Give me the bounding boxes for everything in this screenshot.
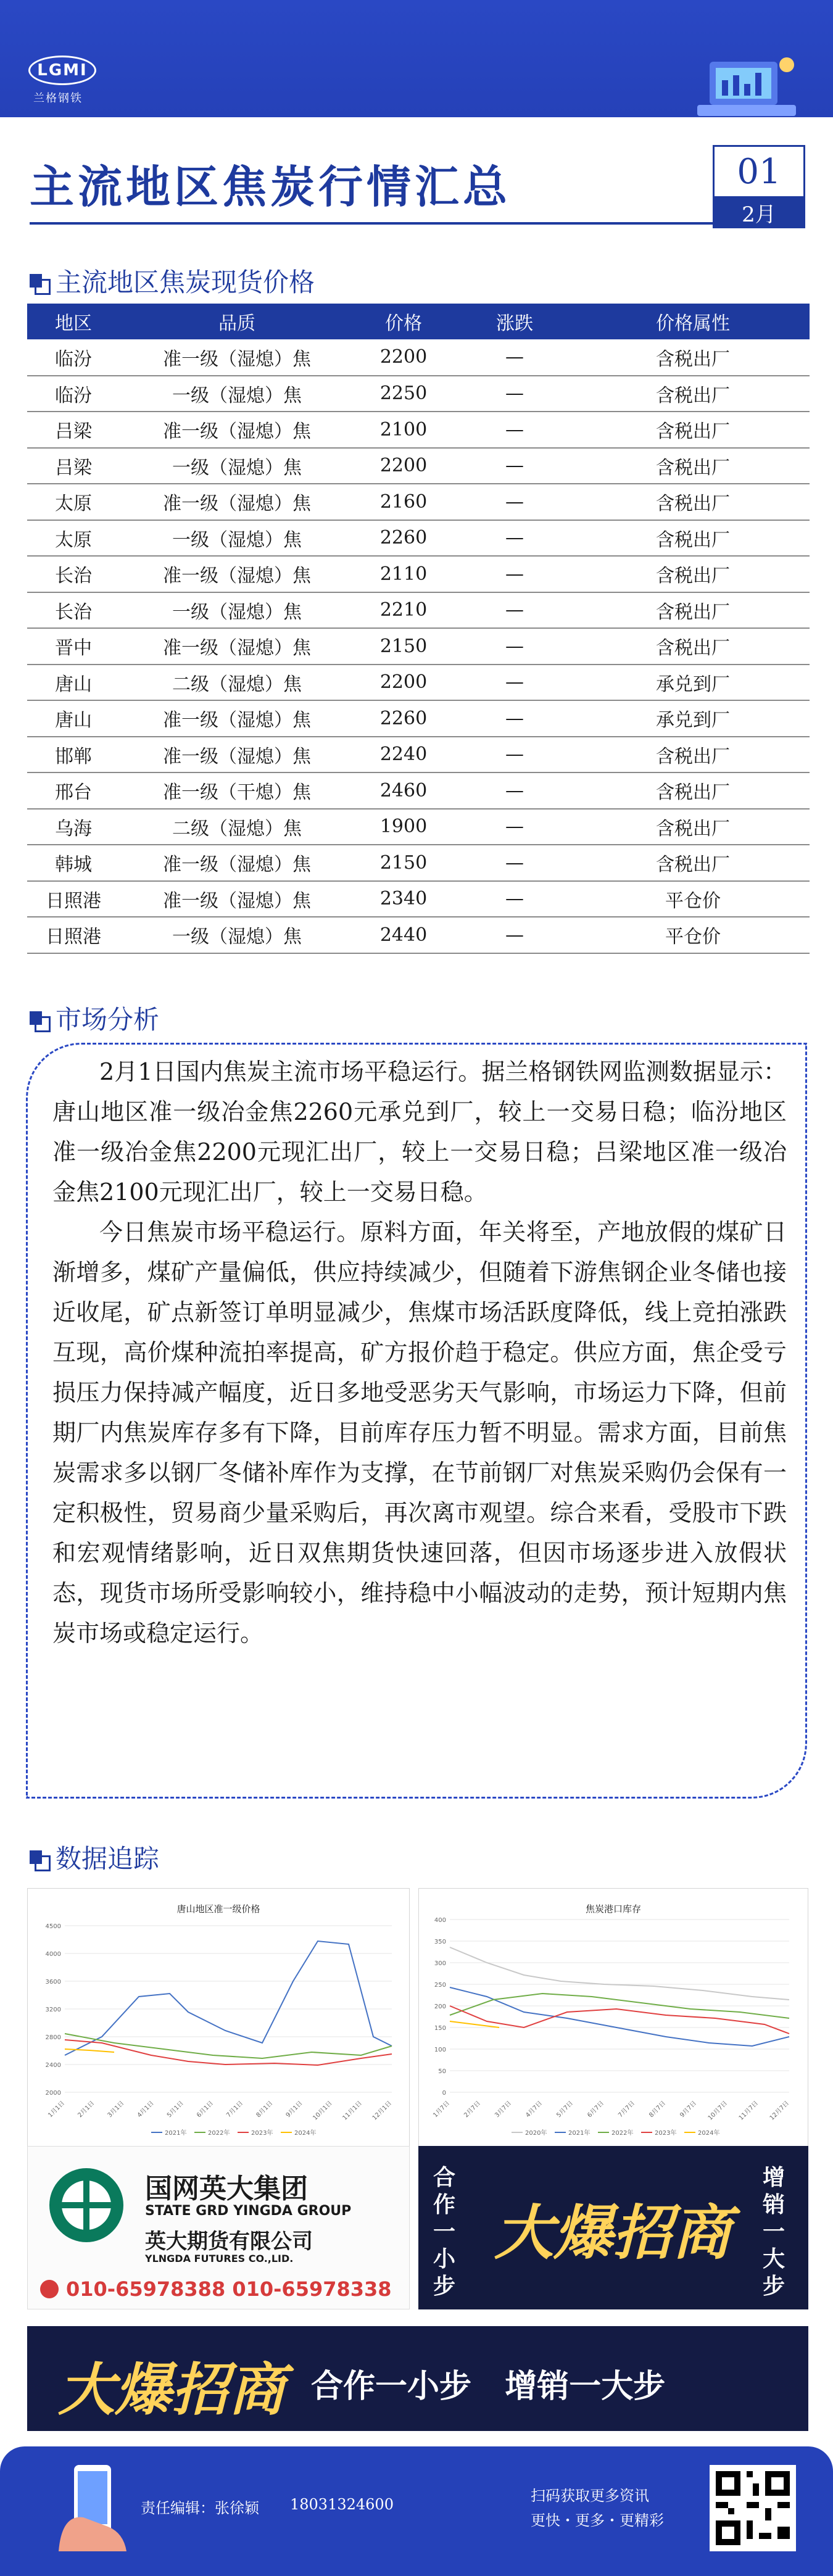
change-cell: — (453, 484, 576, 520)
y-tick-label: 350 (434, 1939, 446, 1945)
qr-code-icon[interactable] (710, 2465, 796, 2551)
y-tick-label: 2000 (45, 2090, 61, 2097)
phone-icon (40, 2280, 59, 2298)
y-tick-label: 100 (434, 2047, 446, 2053)
price-cell: 2340 (354, 881, 453, 917)
chart1-svg (28, 1889, 410, 2148)
grade-cell: 准一级（湿熄）焦 (120, 737, 354, 773)
x-tick-label: 3月7日 (494, 2100, 513, 2119)
table-row (27, 700, 810, 737)
price-cell: 2260 (354, 520, 453, 557)
price-cell: 2250 (354, 376, 453, 412)
table-row (27, 412, 810, 448)
table-row (27, 737, 810, 773)
price-type-cell: 含税出厂 (576, 772, 810, 809)
ad2-left-slogan: 合作一小步 (433, 2165, 456, 2299)
zhaoshang-ad-wide[interactable] (27, 2326, 808, 2431)
price-type-cell: 平仓价 (576, 917, 810, 953)
y-tick-label: 150 (434, 2025, 446, 2032)
price-type-cell: 含税出厂 (576, 376, 810, 412)
x-tick-label: 12月1日 (371, 2100, 394, 2122)
change-cell: — (453, 881, 576, 917)
y-tick-label: 2400 (45, 2062, 61, 2069)
region-cell: 临汾 (27, 376, 120, 412)
ad1-name-en: STATE GRD YINGDA GROUP (145, 2203, 352, 2219)
y-tick-label: 3600 (45, 1979, 61, 1986)
grade-cell: 一级（湿熄）焦 (120, 917, 354, 953)
price-type-cell: 含税出厂 (576, 628, 810, 665)
y-tick-label: 0 (442, 2090, 446, 2097)
change-cell: — (453, 700, 576, 737)
grade-cell: 准一级（湿熄）焦 (120, 845, 354, 881)
price-type-cell: 含税出厂 (576, 737, 810, 773)
tracking-heading-text: 数据追踪 (56, 1844, 160, 1874)
table-row (27, 809, 810, 845)
ad3-headline: 大爆招商 (58, 2356, 286, 2423)
editor-label: 责任编辑：张徐颖 (141, 2499, 259, 2517)
date-month: 2月 (715, 196, 803, 228)
price-cell: 2460 (354, 772, 453, 809)
analysis-section-heading (30, 1000, 159, 1037)
region-cell: 邯郸 (27, 737, 120, 773)
table-row (27, 772, 810, 809)
ad1-phone: 010-65978388 010-65978338 (66, 2277, 392, 2301)
chart2-series-line (450, 1987, 789, 2046)
table-row (27, 592, 810, 629)
region-cell: 长治 (27, 556, 120, 592)
col-header: 价格 (354, 304, 453, 339)
table-row (27, 376, 810, 412)
price-cell: 2200 (354, 665, 453, 701)
phone-hand-icon (49, 2459, 136, 2551)
region-cell: 日照港 (27, 881, 120, 917)
date-day: 01 (737, 151, 781, 192)
ad1-sub-cn: 英大期货有限公司 (145, 2229, 313, 2254)
price-type-cell: 含税出厂 (576, 412, 810, 448)
legend-label: 2024年 (698, 2130, 720, 2137)
x-tick-label: 1月7日 (432, 2100, 452, 2119)
price-cell: 2260 (354, 700, 453, 737)
region-cell: 临汾 (27, 339, 120, 376)
grade-cell: 二级（湿熄）焦 (120, 809, 354, 845)
ad1-sub-en: YLNGDA FUTURES CO.,LID. (145, 2253, 294, 2264)
x-tick-label: 12月7日 (768, 2100, 791, 2122)
grade-cell: 准一级（湿熄）焦 (120, 556, 354, 592)
section-bullet-icon (30, 1011, 42, 1025)
y-tick-label: 4000 (45, 1951, 61, 1958)
change-cell: — (453, 412, 576, 448)
legend-label: 2021年 (568, 2130, 591, 2137)
change-cell: — (453, 628, 576, 665)
price-type-cell: 含税出厂 (576, 592, 810, 629)
grade-cell: 一级（湿熄）焦 (120, 520, 354, 557)
price-type-cell: 含税出厂 (576, 556, 810, 592)
chart2-svg (419, 1889, 809, 2148)
price-cell: 2110 (354, 556, 453, 592)
analysis-body (52, 1052, 787, 1654)
change-cell: — (453, 376, 576, 412)
grade-cell: 一级（湿熄）焦 (120, 376, 354, 412)
region-cell: 乌海 (27, 809, 120, 845)
ad1-name-cn: 国网英大集团 (145, 2173, 308, 2205)
price-table (27, 304, 810, 954)
editor-phone: 18031324600 (290, 2496, 394, 2513)
legend-label: 2020年 (525, 2130, 547, 2137)
price-type-cell: 含税出厂 (576, 484, 810, 520)
y-tick-label: 50 (438, 2068, 446, 2075)
x-tick-label: 4月1日 (136, 2100, 155, 2119)
change-cell: — (453, 339, 576, 376)
ad1-phone-row (40, 2277, 392, 2301)
y-tick-label: 4500 (45, 1923, 61, 1930)
price-cell: 2160 (354, 484, 453, 520)
price-cell: 1900 (354, 809, 453, 845)
yingda-ad-banner[interactable] (27, 2146, 410, 2309)
table-row (27, 845, 810, 881)
grade-cell: 一级（湿熄）焦 (120, 448, 354, 484)
x-tick-label: 10月7日 (707, 2100, 729, 2122)
x-tick-label: 9月1日 (284, 2100, 304, 2119)
ad2-right-slogan: 增销一大步 (763, 2165, 785, 2299)
x-tick-label: 10月1日 (312, 2100, 334, 2122)
grade-cell: 一级（湿熄）焦 (120, 592, 354, 629)
page-title: 主流地区焦炭行情汇总 (30, 160, 512, 213)
lgmi-logo (28, 56, 96, 85)
x-tick-label: 6月1日 (196, 2100, 215, 2119)
state-grid-logo-icon (46, 2165, 126, 2245)
region-cell: 长治 (27, 592, 120, 629)
logo-subtitle: 兰格钢铁 (33, 92, 83, 105)
region-cell: 韩城 (27, 845, 120, 881)
col-header: 地区 (27, 304, 120, 339)
price-type-cell: 承兑到厂 (576, 665, 810, 701)
grade-cell: 准一级（干熄）焦 (120, 772, 354, 809)
analysis-paragraph: 今日焦炭市场平稳运行。原料方面，年关将至，产地放假的煤矿日渐增多，煤矿产量偏低，供应持续减少，但随着下游焦钢企业冬储也接近收尾，矿点新签订单明显减少，焦煤市场活跃度降低，线上竞拍涨跌互现，高价煤种流拍率提高，矿方报价趋于稳定。供应方面，焦企受亏损压力保持减产幅度，近日多地受恶劣天气影响，市场运力下降，但前期厂内焦炭库存多有下降，目前库存压力暂不明显。需求方面，目前焦炭需求多以钢厂冬储补库作为支撑，在节前钢厂对焦炭采购仍会保有一定积极性，贸易商少量采购后，再次离市观望。综合来看，受股市下跌和宏观情绪影响，近日双焦期货快速回落，但因市场逐步进入放假状态，现货市场所受影响较小，维持稳中小幅波动的走势，预计短期内焦炭市场或稳定运行。 (52, 1219, 787, 1647)
price-cell: 2100 (354, 412, 453, 448)
legend-label: 2021年 (165, 2130, 187, 2137)
y-tick-label: 200 (434, 2003, 446, 2010)
col-header: 价格属性 (576, 304, 810, 339)
legend-label: 2023年 (251, 2130, 273, 2137)
region-cell: 太原 (27, 520, 120, 557)
port-inventory-chart (418, 1888, 808, 2147)
date-badge (713, 145, 805, 228)
x-tick-label: 9月7日 (679, 2100, 698, 2119)
section-bullet-icon (30, 1850, 42, 1864)
table-row (27, 556, 810, 592)
x-tick-label: 2月1日 (77, 2100, 96, 2119)
x-tick-label: 11月7日 (737, 2100, 760, 2122)
x-tick-label: 7月7日 (617, 2100, 637, 2119)
price-cell: 2150 (354, 628, 453, 665)
price-cell: 2240 (354, 737, 453, 773)
qr-caption: 扫码获取更多资讯 (531, 2487, 649, 2504)
legend-label: 2023年 (655, 2130, 677, 2137)
tangshan-price-chart (27, 1888, 410, 2147)
region-cell: 邢台 (27, 772, 120, 809)
table-row (27, 881, 810, 917)
grade-cell: 准一级（湿熄）焦 (120, 339, 354, 376)
section-bullet-icon (30, 274, 42, 288)
x-tick-label: 7月1日 (225, 2100, 245, 2119)
change-cell: — (453, 448, 576, 484)
y-tick-label: 2800 (45, 2034, 61, 2041)
grade-cell: 准一级（湿熄）焦 (120, 628, 354, 665)
change-cell: — (453, 737, 576, 773)
table-header-row (27, 304, 810, 339)
col-header: 品质 (120, 304, 354, 339)
change-cell: — (453, 520, 576, 557)
price-section-heading (30, 262, 315, 299)
chart2-series-line (450, 2006, 789, 2034)
y-tick-label: 3200 (45, 2007, 61, 2013)
legend-label: 2022年 (611, 2130, 634, 2137)
x-tick-label: 3月1日 (106, 2100, 126, 2119)
grade-cell: 二级（湿熄）焦 (120, 665, 354, 701)
grade-cell: 准一级（湿熄）焦 (120, 484, 354, 520)
change-cell: — (453, 809, 576, 845)
tracking-section-heading (30, 1839, 159, 1876)
analysis-paragraph: 2月1日国内焦炭主流市场平稳运行。据兰格钢铁网监测数据显示：唐山地区准一级冶金焦2260元承兑到厂，较上一交易日稳；临汾地区准一级冶金焦2200元现汇出厂，较上一交易日稳；吕梁地区准一级冶金焦2100元现汇出厂，较上一交易日稳。 (52, 1058, 787, 1206)
change-cell: — (453, 772, 576, 809)
price-type-cell: 含税出厂 (576, 809, 810, 845)
region-cell: 吕梁 (27, 448, 120, 484)
price-type-cell: 含税出厂 (576, 520, 810, 557)
region-cell: 唐山 (27, 665, 120, 701)
change-cell: — (453, 592, 576, 629)
price-cell: 2150 (354, 845, 453, 881)
price-cell: 2200 (354, 448, 453, 484)
x-tick-label: 11月1日 (341, 2100, 363, 2122)
qr-tagline: 更快・更多・更精彩 (531, 2512, 664, 2529)
region-cell: 吕梁 (27, 412, 120, 448)
x-tick-label: 6月7日 (586, 2100, 606, 2119)
region-cell: 晋中 (27, 628, 120, 665)
region-cell: 日照港 (27, 917, 120, 953)
table-row (27, 484, 810, 520)
grade-cell: 准一级（湿熄）焦 (120, 881, 354, 917)
price-heading-text: 主流地区焦炭现货价格 (56, 267, 315, 297)
table-row (27, 448, 810, 484)
region-cell: 唐山 (27, 700, 120, 737)
price-type-cell: 平仓价 (576, 881, 810, 917)
x-tick-label: 8月7日 (648, 2100, 668, 2119)
grade-cell: 准一级（湿熄）焦 (120, 412, 354, 448)
ad2-headline: 大爆招商 (494, 2198, 731, 2267)
ad3-slogan: 合作一小步 增销一大步 (311, 2368, 666, 2405)
chart-title: 唐山地区准一级价格 (176, 1903, 260, 1915)
change-cell: — (453, 917, 576, 953)
price-cell: 2200 (354, 339, 453, 376)
price-type-cell: 含税出厂 (576, 845, 810, 881)
price-cell: 2440 (354, 917, 453, 953)
x-tick-label: 4月7日 (524, 2100, 544, 2119)
price-type-cell: 含税出厂 (576, 448, 810, 484)
change-cell: — (453, 556, 576, 592)
price-type-cell: 含税出厂 (576, 339, 810, 376)
table-row (27, 339, 810, 376)
x-tick-label: 2月7日 (463, 2100, 483, 2119)
y-tick-label: 250 (434, 1982, 446, 1989)
table-row (27, 665, 810, 701)
x-tick-label: 5月7日 (555, 2100, 575, 2119)
chart-title: 焦炭港口库存 (585, 1903, 641, 1915)
footer (0, 2446, 833, 2576)
x-tick-label: 8月1日 (255, 2100, 275, 2119)
table-row (27, 628, 810, 665)
chart2-series-line (450, 1947, 789, 2000)
zhaoshang-ad-small[interactable] (418, 2146, 808, 2309)
grade-cell: 准一级（湿熄）焦 (120, 700, 354, 737)
price-type-cell: 承兑到厂 (576, 700, 810, 737)
region-cell: 太原 (27, 484, 120, 520)
legend-label: 2024年 (294, 2130, 317, 2137)
title-divider (30, 222, 715, 225)
logo-text: LGMI (37, 61, 88, 80)
col-header: 涨跌 (453, 304, 576, 339)
legend-label: 2022年 (208, 2130, 230, 2137)
table-row (27, 917, 810, 953)
table-row (27, 520, 810, 557)
y-tick-label: 400 (434, 1917, 446, 1924)
change-cell: — (453, 845, 576, 881)
chart1-series-line (65, 1941, 392, 2055)
change-cell: — (453, 665, 576, 701)
y-tick-label: 300 (434, 1960, 446, 1967)
analysis-heading-text: 市场分析 (56, 1004, 160, 1035)
x-tick-label: 5月1日 (165, 2100, 185, 2119)
price-cell: 2210 (354, 592, 453, 629)
x-tick-label: 1月1日 (47, 2100, 67, 2119)
